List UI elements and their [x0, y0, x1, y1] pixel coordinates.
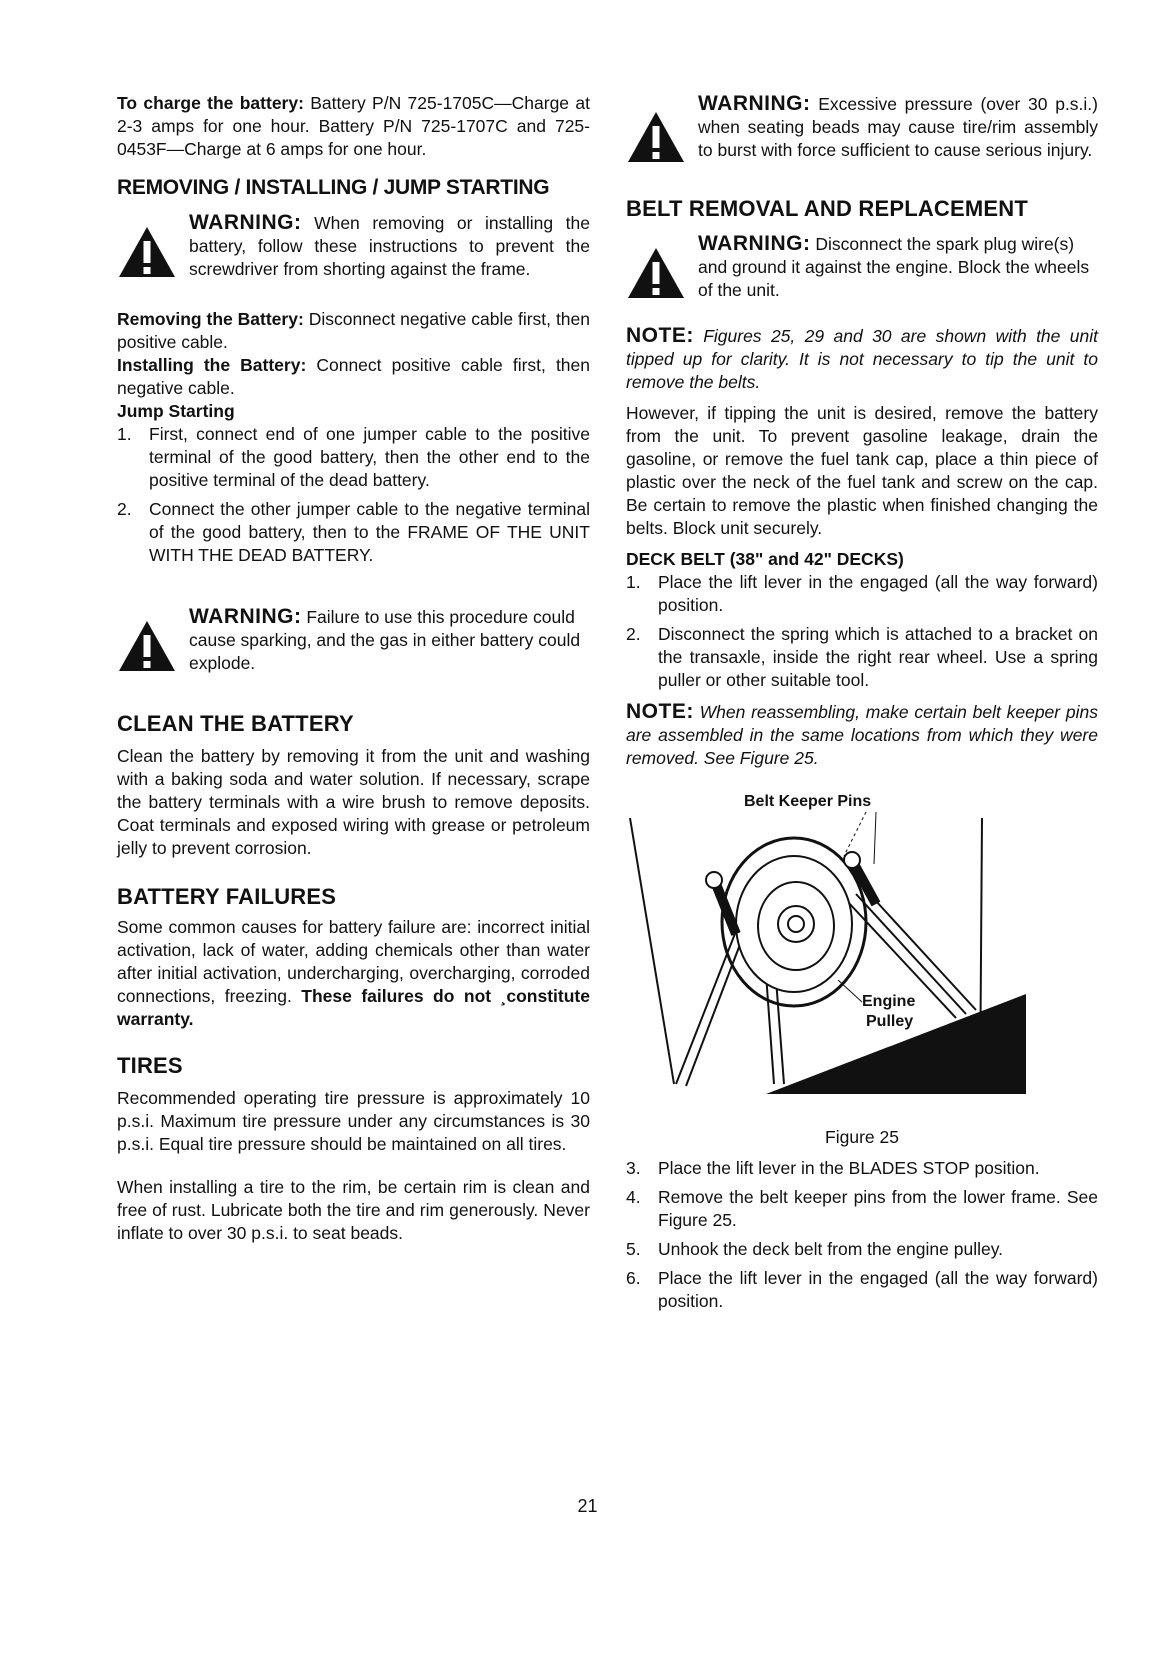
- step-number: 2.: [117, 499, 132, 519]
- jump-starting-label: Jump Starting: [117, 401, 235, 421]
- deck-steps-list-b: [626, 1157, 1098, 1313]
- warning-triangle-icon: [117, 619, 189, 679]
- list-item: [626, 1238, 1098, 1261]
- warning-text-1: [189, 211, 590, 281]
- step-text: Unhook the deck belt from the engine pulley.: [658, 1239, 1004, 1259]
- step-number: 3.: [626, 1158, 641, 1178]
- note-label: NOTE:: [626, 324, 694, 347]
- warning-body: Failure to use this procedure could cause sparking, and the gas in either battery could explode.: [189, 607, 581, 673]
- note-paragraph-1: [626, 324, 1098, 394]
- step-text: First, connect end of one jumper cable to the positive terminal of the good battery, then the other end to the positive terminal of the dead battery.: [149, 424, 590, 490]
- figure-label-keeper-pins: Belt Keeper Pins: [744, 793, 872, 810]
- warning-box-1: [117, 211, 590, 285]
- list-item: [626, 623, 1098, 692]
- clean-paragraph: Clean the battery by removing it from the unit and washing with a baking soda and water solution. If necessary, scrape the battery terminals with a wire brush to remove deposits. Coat terminals and exposed wiring with grease or petroleum jelly to prevent corrosion.: [117, 746, 590, 858]
- warning-title: WARNING:: [189, 211, 302, 234]
- warning-box-2: [117, 605, 590, 679]
- warning-body: Disconnect the spark plug wire(s) and ground it against the engine. Block the wheels of the unit.: [698, 234, 1090, 300]
- tires-paragraph-1: Recommended operating tire pressure is approximately 10 p.s.i. Maximum tire pressure under any circumstances is 30 p.s.i. Equal tire pressure should be maintained on all tires.: [117, 1088, 590, 1154]
- failures-paragraph: [117, 916, 590, 1031]
- deck-steps-list-a: [626, 571, 1098, 692]
- figure-label-pulley: Pulley: [866, 1013, 914, 1030]
- step-number: 6.: [626, 1268, 641, 1288]
- list-item: [626, 1267, 1098, 1313]
- however-paragraph: However, if tipping the unit is desired, remove the battery from the unit. To prevent gasoline leakage, drain the gasoline, or remove the fuel tank cap, place a thin piece of plastic over the neck of the fuel tank and screw on the cap. Be certain to remove the plastic when finished changing the belts. Block unit securely.: [626, 403, 1098, 538]
- warning-triangle-icon: [117, 225, 189, 285]
- warning-triangle-icon: [626, 246, 698, 306]
- tires-paragraph-2: When installing a tire to the rim, be certain rim is clean and free of rust. Lubricate both the tire and rim generously. Never inflate to over 30 p.s.i. to seat beads.: [117, 1177, 590, 1243]
- note-paragraph-2: [626, 700, 1098, 770]
- warning-body: Excessive pressure (over 30 p.s.i.) when seating beads may cause tire/rim assembly to burst with force sufficient to cause serious injury.: [698, 94, 1098, 160]
- warning-title: WARNING:: [698, 92, 811, 115]
- warning-box-3: [626, 92, 1098, 170]
- deck-belt-label: DECK BELT (38" and 42" DECKS): [626, 549, 904, 569]
- step-number: 5.: [626, 1239, 641, 1259]
- warning-text-4: [698, 232, 1098, 302]
- step-number: 1.: [117, 424, 132, 444]
- step-text: Place the lift lever in the engaged (all the way forward) position.: [658, 1268, 1098, 1311]
- list-item: [117, 498, 590, 567]
- step-text: Place the lift lever in the BLADES STOP position.: [658, 1158, 1040, 1178]
- belt-pulley-drawing: [626, 784, 1098, 1114]
- warning-triangle-icon: [626, 110, 698, 170]
- installing-text: Connect positive cable first, then negative cable.: [117, 355, 590, 398]
- removing-label: Removing the Battery:: [117, 309, 304, 329]
- section-title-removing: REMOVING / INSTALLING / JUMP STARTING: [117, 176, 550, 199]
- step-number: 2.: [626, 624, 641, 644]
- installing-label: Installing the Battery:: [117, 355, 307, 375]
- warning-title: WARNING:: [698, 232, 811, 255]
- page-number: 21: [577, 1496, 598, 1516]
- failures-bold-text: These failures do not ¸constitute warranty.: [117, 986, 590, 1029]
- list-item: [626, 1186, 1098, 1232]
- step-text: Disconnect the spring which is attached to a bracket on the transaxle, inside the right rear wheel. Use a spring puller or other suitable tool.: [658, 624, 1098, 690]
- list-item: [117, 423, 590, 492]
- right-column: [626, 92, 1098, 1313]
- note-text: When reassembling, make certain belt keeper pins are assembled in the same locations from which they were removed. See Figure 25.: [626, 702, 1098, 768]
- note-label: NOTE:: [626, 700, 694, 723]
- step-text: Remove the belt keeper pins from the lower frame. See Figure 25.: [658, 1187, 1098, 1230]
- charge-label: To charge the battery:: [117, 93, 304, 113]
- list-item: [626, 1157, 1098, 1180]
- section-title-failures: BATTERY FAILURES: [117, 884, 337, 909]
- section-title-tires: TIRES: [117, 1053, 183, 1078]
- step-number: 1.: [626, 572, 641, 592]
- removing-paragraph: [117, 308, 590, 354]
- warning-text-3: [698, 92, 1098, 162]
- failures-text: Some common causes for battery failure are: incorrect initial activation, lack of water, adding chemicals other than water after initial activation, undercharging, overcharging, corroded connections, freezing.: [117, 917, 590, 1006]
- step-text: Connect the other jumper cable to the negative terminal of the good battery, then to the FRAME OF THE UNIT WITH THE DEAD BATTERY.: [149, 499, 590, 565]
- figure-label-engine: Engine: [862, 993, 916, 1010]
- jump-steps-list: [117, 423, 590, 567]
- section-title-clean: CLEAN THE BATTERY: [117, 711, 354, 736]
- charge-text: Battery P/N 725-1705C—Charge at 2-3 amps for one hour. Battery P/N 725-1707C and 725-0453F—Charge at 6 amps for one hour.: [117, 93, 590, 159]
- section-title-belt: BELT REMOVAL AND REPLACEMENT: [626, 196, 1029, 221]
- warning-title: WARNING:: [189, 605, 302, 628]
- note-text: Figures 25, 29 and 30 are shown with the unit tipped up for clarity. It is not necessary to tip the unit to remove the belts.: [626, 326, 1098, 392]
- charge-paragraph: [117, 92, 590, 161]
- list-item: [626, 571, 1098, 617]
- removing-text: Disconnect negative cable first, then positive cable.: [117, 309, 590, 352]
- step-number: 4.: [626, 1187, 641, 1207]
- warning-text-2: [189, 605, 590, 675]
- figure-caption: Figure 25: [825, 1127, 899, 1147]
- figure-25-illustration: [626, 784, 1098, 1124]
- warning-box-4: [626, 232, 1098, 306]
- step-text: Place the lift lever in the engaged (all the way forward) position.: [658, 572, 1098, 615]
- installing-paragraph: [117, 354, 590, 400]
- warning-body: When removing or installing the battery, follow these instructions to prevent the screwdriver from shorting against the frame.: [189, 213, 590, 279]
- left-column: [117, 92, 590, 1245]
